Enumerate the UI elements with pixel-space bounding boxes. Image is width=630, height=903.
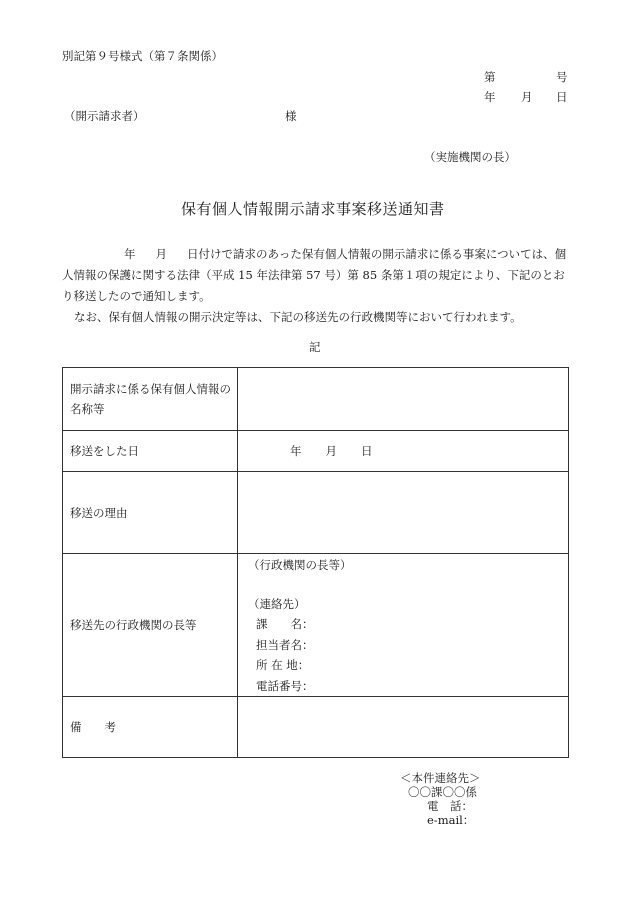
- doc-number-prefix: 第: [484, 70, 496, 84]
- table-row-destination: [63, 554, 569, 697]
- name-label: 開示請求に係る保有個人情報の名称等: [63, 368, 238, 431]
- body-text: [62, 244, 574, 328]
- contact-heading: （連絡先）: [248, 596, 306, 611]
- sender-label: （実施機関の長）: [424, 150, 516, 164]
- destination-head: （行政機関の長等）: [248, 558, 352, 572]
- body-year: 年: [124, 247, 136, 261]
- destination-value: [238, 554, 569, 697]
- body-paragraph-2: なお、保有個人情報の開示決定等は、下記の移送先の行政機関等において行われます。: [74, 310, 522, 324]
- reason-label: 移送の理由: [63, 472, 238, 554]
- form-id: 別記第９号様式（第７条関係）: [62, 49, 223, 63]
- address-line: 所 在 地：: [256, 658, 310, 672]
- doc-number-suffix: 号: [556, 70, 568, 84]
- table-row-name: [63, 368, 569, 431]
- table-row-reason: [63, 472, 569, 554]
- remarks-label: 備 考: [63, 697, 238, 758]
- destination-label: 移送先の行政機関の長等: [63, 554, 238, 697]
- requester-honorific: 様: [285, 109, 297, 123]
- reason-value: [238, 472, 569, 554]
- transfer-date-label: 移送をした日: [63, 431, 238, 472]
- document-title: 保有個人情報開示請求事案移送通知書: [181, 200, 445, 218]
- section-name-line: 課 名：: [256, 617, 314, 631]
- body-paragraph-1: [62, 244, 574, 307]
- date-year: 年: [484, 90, 496, 104]
- table-row-remarks: [63, 697, 569, 758]
- date-day: 日: [556, 90, 568, 104]
- table-row-transfer-date: [63, 431, 569, 472]
- person-line: 担当者名：: [256, 637, 314, 652]
- transfer-date-value: [238, 431, 569, 472]
- contact-email: e-mail：: [427, 813, 475, 827]
- body-paragraph-1-text: 日付けで請求のあった保有個人情報の開示請求に係る事案については、個人情報の保護に関する法律（平成 15 年法律第 57 号）第 85 条第１項の規定により、下記のとおり移送したので通知します。: [62, 247, 567, 303]
- transfer-month: 月: [325, 444, 337, 458]
- contact-box: [400, 771, 481, 827]
- body-month: 月: [155, 247, 167, 261]
- date-month: 月: [521, 90, 533, 104]
- contact-header: ＜本件連絡先＞: [400, 771, 481, 785]
- transfer-year: 年: [290, 444, 302, 458]
- details-table: [62, 367, 569, 758]
- ki-heading: 記: [309, 340, 321, 354]
- requester-label: （開示請求者）: [64, 109, 145, 123]
- name-value: [238, 368, 569, 431]
- remarks-value: [238, 697, 569, 758]
- phone-line: 電話番号：: [256, 678, 314, 693]
- contact-dept: 〇〇課〇〇係: [408, 785, 477, 799]
- contact-phone: 電 話：: [427, 799, 473, 813]
- transfer-day: 日: [361, 444, 373, 458]
